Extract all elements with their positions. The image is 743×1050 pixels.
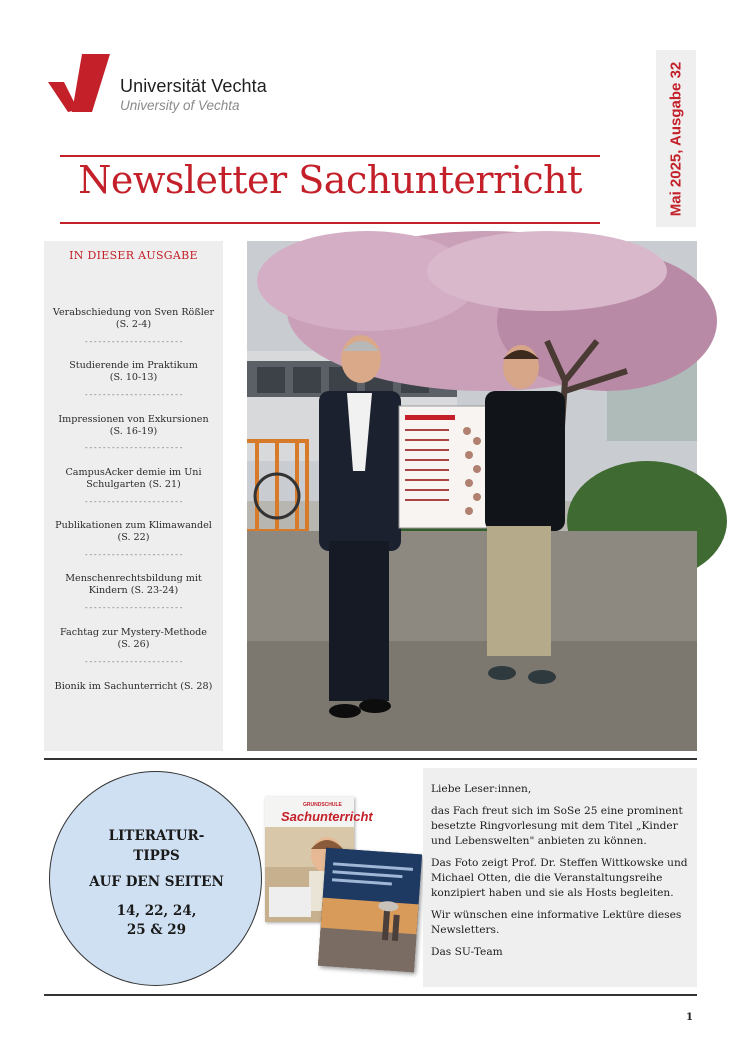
toc-separator: ----------------------: [83, 550, 184, 559]
book-title: Sachunterricht: [281, 809, 373, 824]
table-of-contents: [44, 241, 223, 751]
toc-item[interactable]: [48, 414, 219, 438]
toc-item-pages: Schulgarten (S. 21): [86, 479, 181, 490]
issue-label: Mai 2025, Ausgabe 32: [667, 61, 685, 216]
toc-item-title: Impressionen von Exkursionen: [58, 414, 209, 425]
toc-separator: ----------------------: [83, 497, 184, 506]
literature-pages: 25 & 29: [126, 922, 187, 938]
letter-signature: Das SU-Team: [431, 946, 503, 958]
toc-item[interactable]: [48, 627, 219, 651]
letter-paragraph: das Fach freut sich im SoSe 25 eine prominent besetzte Ringvorlesung mit dem Titel „Kinder und Lebenswelten" anbieten zu können.: [431, 805, 683, 847]
literature-line: LITERATUR-: [108, 828, 205, 844]
book-cover-illustration: [318, 848, 422, 972]
literature-line: TIPPS: [133, 848, 180, 864]
toc-item[interactable]: [48, 573, 219, 597]
university-logo: [48, 52, 308, 116]
cover-photo: [247, 241, 697, 751]
toc-item[interactable]: [48, 520, 219, 544]
title-rule-bottom: [60, 222, 600, 224]
toc-item[interactable]: [48, 681, 219, 693]
letter-greeting: Liebe Leser:innen,: [431, 783, 532, 795]
toc-separator: ----------------------: [83, 603, 184, 612]
literature-tips-circle: [49, 771, 262, 986]
toc-item-title: Fachtag zur Mystery-Methode: [60, 627, 207, 638]
university-name: Universität Vechta: [120, 76, 267, 96]
toc-item-pages: Kindern (S. 23-24): [88, 585, 179, 596]
section-divider-top: [44, 758, 697, 760]
letter-paragraph: Wir wünschen eine informative Lektüre dieses Newsletters.: [431, 909, 682, 936]
editorial-letter: [423, 768, 697, 987]
literature-line: AUF DEN SEITEN: [89, 874, 224, 890]
toc-separator: ----------------------: [83, 657, 184, 666]
toc-item-title: Publikationen zum Klimawandel: [55, 520, 212, 531]
book-cover-klimawandel: [318, 848, 422, 972]
book-series: GRUNDSCHULE: [303, 802, 342, 808]
toc-item-pages: (S. 26): [117, 639, 150, 650]
title-rule-top: [60, 155, 600, 157]
toc-item[interactable]: [48, 467, 219, 491]
vechta-v-logo-icon: [48, 52, 114, 114]
university-subtitle: University of Vechta: [120, 98, 240, 113]
toc-item-title: Studierende im Praktikum: [69, 360, 198, 371]
toc-item-pages: (S. 22): [117, 532, 150, 543]
toc-separator: ----------------------: [83, 337, 184, 346]
toc-item-pages: (S. 2-4): [115, 319, 152, 330]
cover-photo-illustration: [247, 241, 697, 751]
toc-item-title: Verabschiedung von Sven Rößler: [52, 307, 215, 318]
toc-heading: IN DIESER AUSGABE: [69, 249, 198, 262]
toc-item-title: CampusAcker demie im Uni: [65, 467, 202, 478]
issue-label-box: [656, 50, 696, 227]
toc-separator: ----------------------: [83, 443, 184, 452]
toc-separator: ----------------------: [83, 390, 184, 399]
toc-item-title: Bionik im Sachunterricht (S. 28): [54, 681, 213, 692]
toc-item-pages: (S. 16-19): [109, 426, 158, 437]
section-divider-bottom: [44, 994, 697, 996]
page-number: 1: [686, 1012, 693, 1023]
letter-paragraph: Das Foto zeigt Prof. Dr. Steffen Wittkowske und Michael Otten, die die Veranstaltungsreihe konzipiert haben und sie als Hosts begleiten.: [431, 857, 688, 899]
page-title: Newsletter Sachunterricht: [78, 158, 582, 202]
toc-item-title: Menschenrechtsbildung mit: [65, 573, 202, 584]
toc-item-pages: (S. 10-13): [109, 372, 158, 383]
literature-pages: 14, 22, 24,: [116, 903, 197, 919]
toc-item[interactable]: [48, 360, 219, 384]
toc-item[interactable]: [48, 307, 219, 331]
